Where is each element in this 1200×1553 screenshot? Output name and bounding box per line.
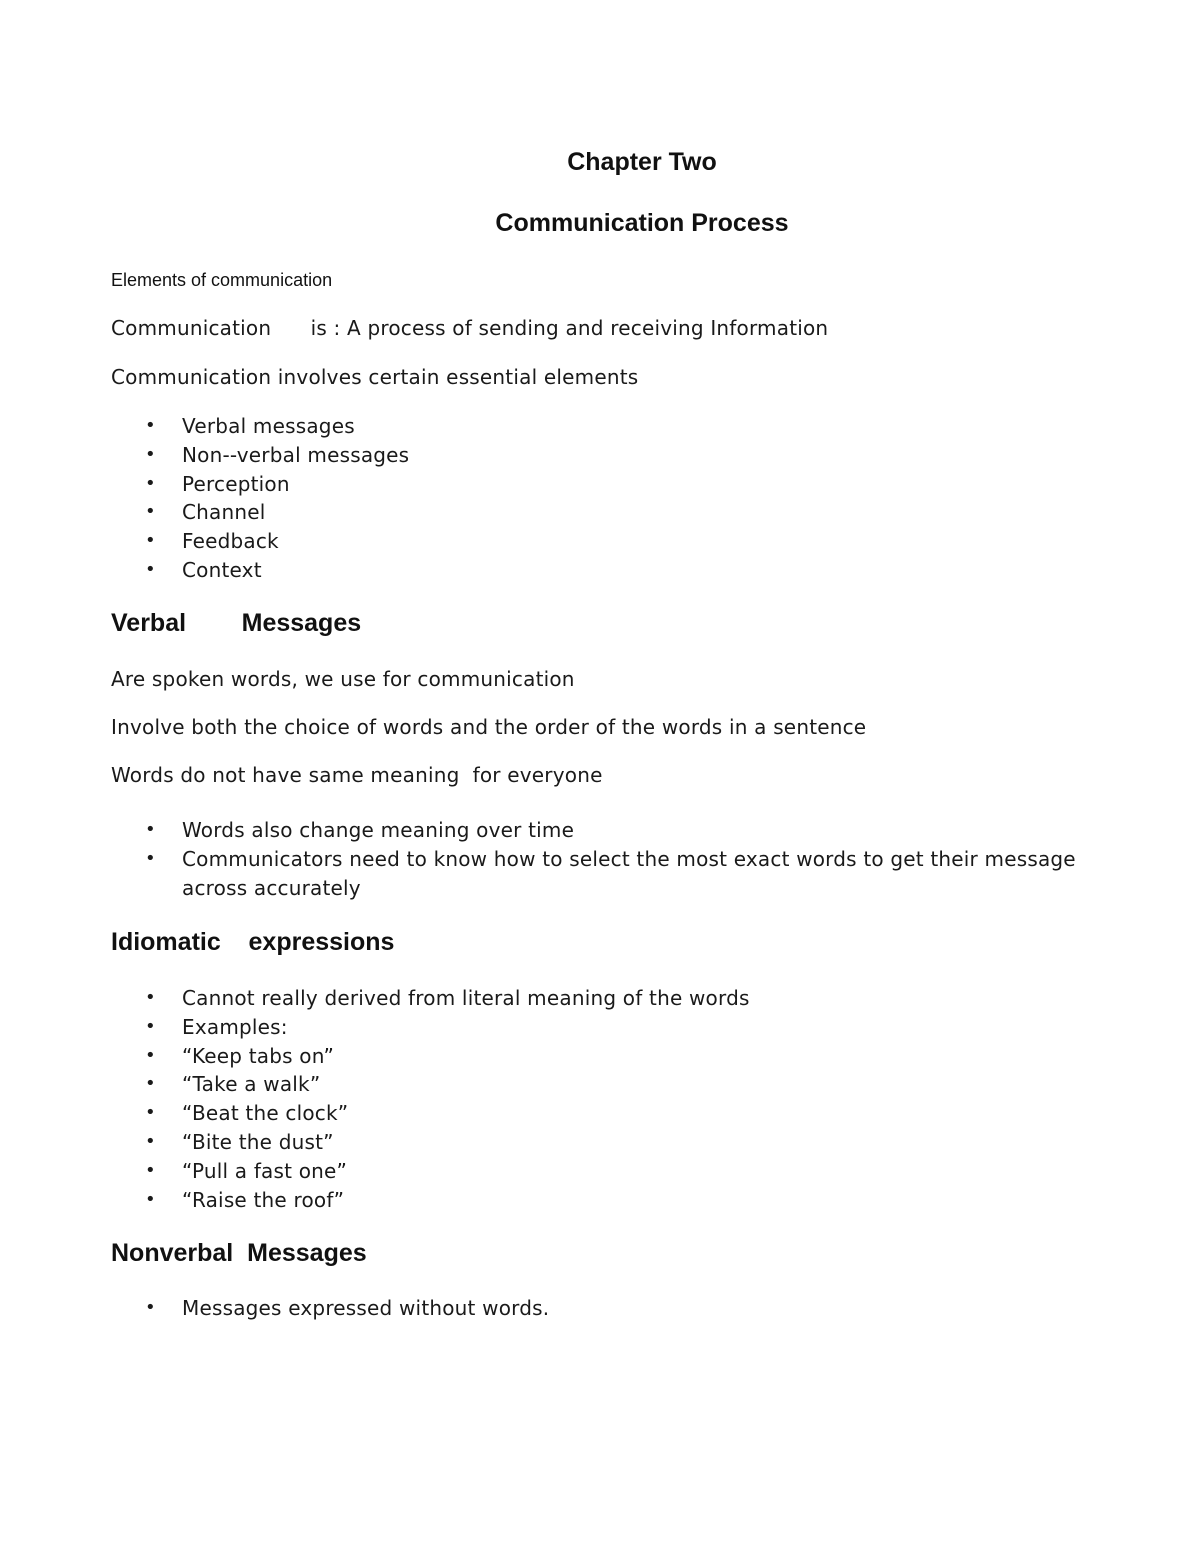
bullet-icon: • bbox=[145, 1297, 156, 1318]
bullet-icon: • bbox=[145, 1073, 156, 1095]
bullet-icon: • bbox=[145, 819, 156, 840]
main-title: Communication Process bbox=[495, 209, 789, 237]
list-item: • “Keep tabs on” bbox=[0, 1042, 1142, 1071]
list-item: • Feedback bbox=[0, 527, 1142, 556]
bullet-icon: • bbox=[145, 472, 156, 494]
intro-paragraph: Communication involves certain essential elements bbox=[111, 365, 639, 389]
list-item: • “Raise the roof” bbox=[0, 1186, 1142, 1215]
bullet-icon: • bbox=[145, 1159, 156, 1181]
list-item: • Channel bbox=[0, 498, 1142, 527]
idiomatic-bullets bbox=[0, 984, 1142, 1214]
verbal-para-3: Words do not have same meaning for everyone bbox=[111, 763, 603, 787]
bullet-icon: • bbox=[145, 415, 156, 436]
elements-subheading: Elements of communication bbox=[111, 270, 333, 290]
bullet-icon: • bbox=[145, 987, 156, 1008]
verbal-para-2: Involve both the choice of words and the order of the words in a sentence bbox=[111, 715, 867, 739]
list-item: • Context bbox=[0, 556, 1142, 585]
chapter-title: Chapter Two bbox=[567, 148, 717, 176]
list-item: • Perception bbox=[0, 470, 1142, 499]
bullet-icon: • bbox=[145, 443, 156, 465]
idiomatic-expressions-heading: Idiomatic expressions bbox=[111, 928, 395, 956]
list-item: • “Bite the dust” bbox=[0, 1128, 1142, 1157]
list-item: • Examples: bbox=[0, 1013, 1142, 1042]
bullet-icon: • bbox=[145, 1044, 156, 1066]
bullet-icon: • bbox=[145, 1102, 156, 1124]
bullet-icon: • bbox=[145, 847, 156, 869]
list-item: • Non--verbal messages bbox=[0, 441, 1142, 470]
bullet-icon: • bbox=[145, 1015, 156, 1037]
verbal-messages-heading: Verbal Messages bbox=[111, 609, 362, 637]
list-item: • “Beat the clock” bbox=[0, 1099, 1142, 1128]
bullet-icon: • bbox=[145, 1130, 156, 1152]
nonverbal-messages-heading: Nonverbal Messages bbox=[111, 1239, 367, 1267]
elements-list bbox=[0, 412, 1142, 585]
bullet-icon: • bbox=[145, 530, 156, 552]
list-item: • Words also change meaning over time bbox=[0, 816, 1142, 845]
list-item: • “Pull a fast one” bbox=[0, 1157, 1142, 1186]
verbal-bullets bbox=[0, 816, 1142, 902]
verbal-para-1: Are spoken words, we use for communication bbox=[111, 667, 575, 691]
bullet-icon: • bbox=[145, 501, 156, 523]
list-item: • Verbal messages bbox=[0, 412, 1142, 441]
list-item: • “Take a walk” bbox=[0, 1070, 1142, 1099]
list-item: • Cannot really derived from literal meaning of the words bbox=[0, 984, 1142, 1013]
bullet-icon: • bbox=[145, 1188, 156, 1210]
definition-paragraph: Communication is : A process of sending and receiving Information bbox=[111, 316, 829, 340]
list-item: • Communicators need to know how to select the most exact words to get their message across accurately bbox=[145, 846, 1076, 900]
bullet-icon: • bbox=[145, 558, 156, 580]
nonverbal-bullets bbox=[0, 1294, 1142, 1323]
list-item: • Messages expressed without words. bbox=[0, 1294, 1142, 1323]
